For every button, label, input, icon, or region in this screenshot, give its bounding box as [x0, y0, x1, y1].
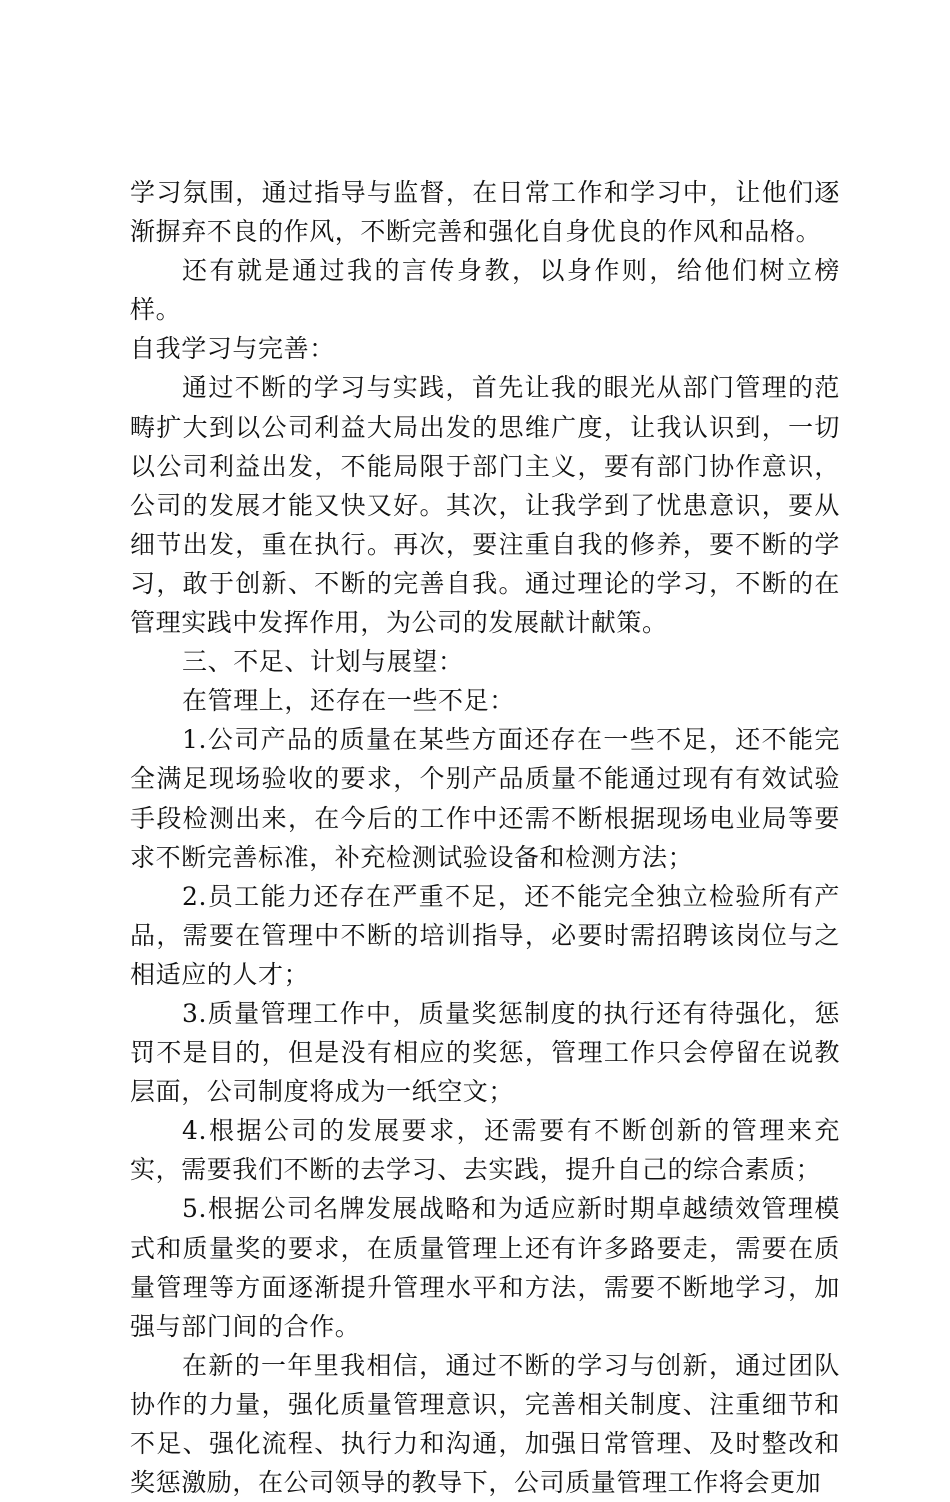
paragraph: 还有就是通过我的言传身教，以身作则，给他们树立榜样。 [130, 256, 840, 325]
paragraph: 在新的一年里我相信，通过不断的学习与创新，通过团队协作的力量，强化质量管理意识，完善相关制度、注重细节和不足、强化流程、执行力和沟通，加强日常管理、及时整改和奖惩激励，在公司领导的教导下，公司质量管理工作将会更加 [130, 1350, 840, 1498]
section-heading: 三、不足、计划与展望： [182, 647, 464, 677]
paragraph: 学习氛围，通过指导与监督，在日常工作和学习中，让他们逐渐摒弃不良的作风，不断完善和强化自身优良的作风和品格。 [130, 178, 840, 247]
list-item: 1.公司产品的质量在某些方面还存在一些不足，还不能完全满足现场验收的要求，个别产品质量不能通过现有有效试验手段检测出来，在今后的工作中还需不断根据现场电业局等要求不断完善标准，补充检测试验设备和检测方法； [130, 725, 840, 872]
list-item: 4.根据公司的发展要求，还需要有不断创新的管理来充实，需要我们不断的去学习、去实践，提升自己的综合素质； [130, 1116, 840, 1185]
list-item: 3.质量管理工作中，质量奖惩制度的执行还有待强化，惩罚不是目的，但是没有相应的奖惩，管理工作只会停留在说教层面，公司制度将成为一纸空文； [130, 998, 840, 1107]
list-item: 2.员工能力还存在严重不足，还不能完全独立检验所有产品，需要在管理中不断的培训指导，必要时需招聘该岗位与之相适应的人才； [130, 881, 840, 989]
paragraph: 通过不断的学习与实践，首先让我的眼光从部门管理的范畴扩大到以公司利益大局出发的思维广度，让我认识到，一切以公司利益出发，不能局限于部门主义，要有部门协作意识，公司的发展才能又快又好。其次，让我学到了忧患意识，要从细节出发，重在执行。再次，要注重自我的修养，要不断的学习，敢于创新、不断的完善自我。通过理论的学习，不断的在管理实践中发挥作用，为公司的发展献计献策。 [130, 373, 840, 638]
list-item: 5.根据公司名牌发展战略和为适应新时期卓越绩效管理模式和质量奖的要求，在质量管理上还有许多路要走，需要在质量管理等方面逐渐提升管理水平和方法，需要不断地学习，加强与部门间的合作。 [130, 1194, 840, 1341]
section-heading: 自我学习与完善： [130, 334, 335, 364]
document-body [130, 173, 840, 1502]
paragraph: 在管理上，还存在一些不足： [182, 686, 515, 716]
